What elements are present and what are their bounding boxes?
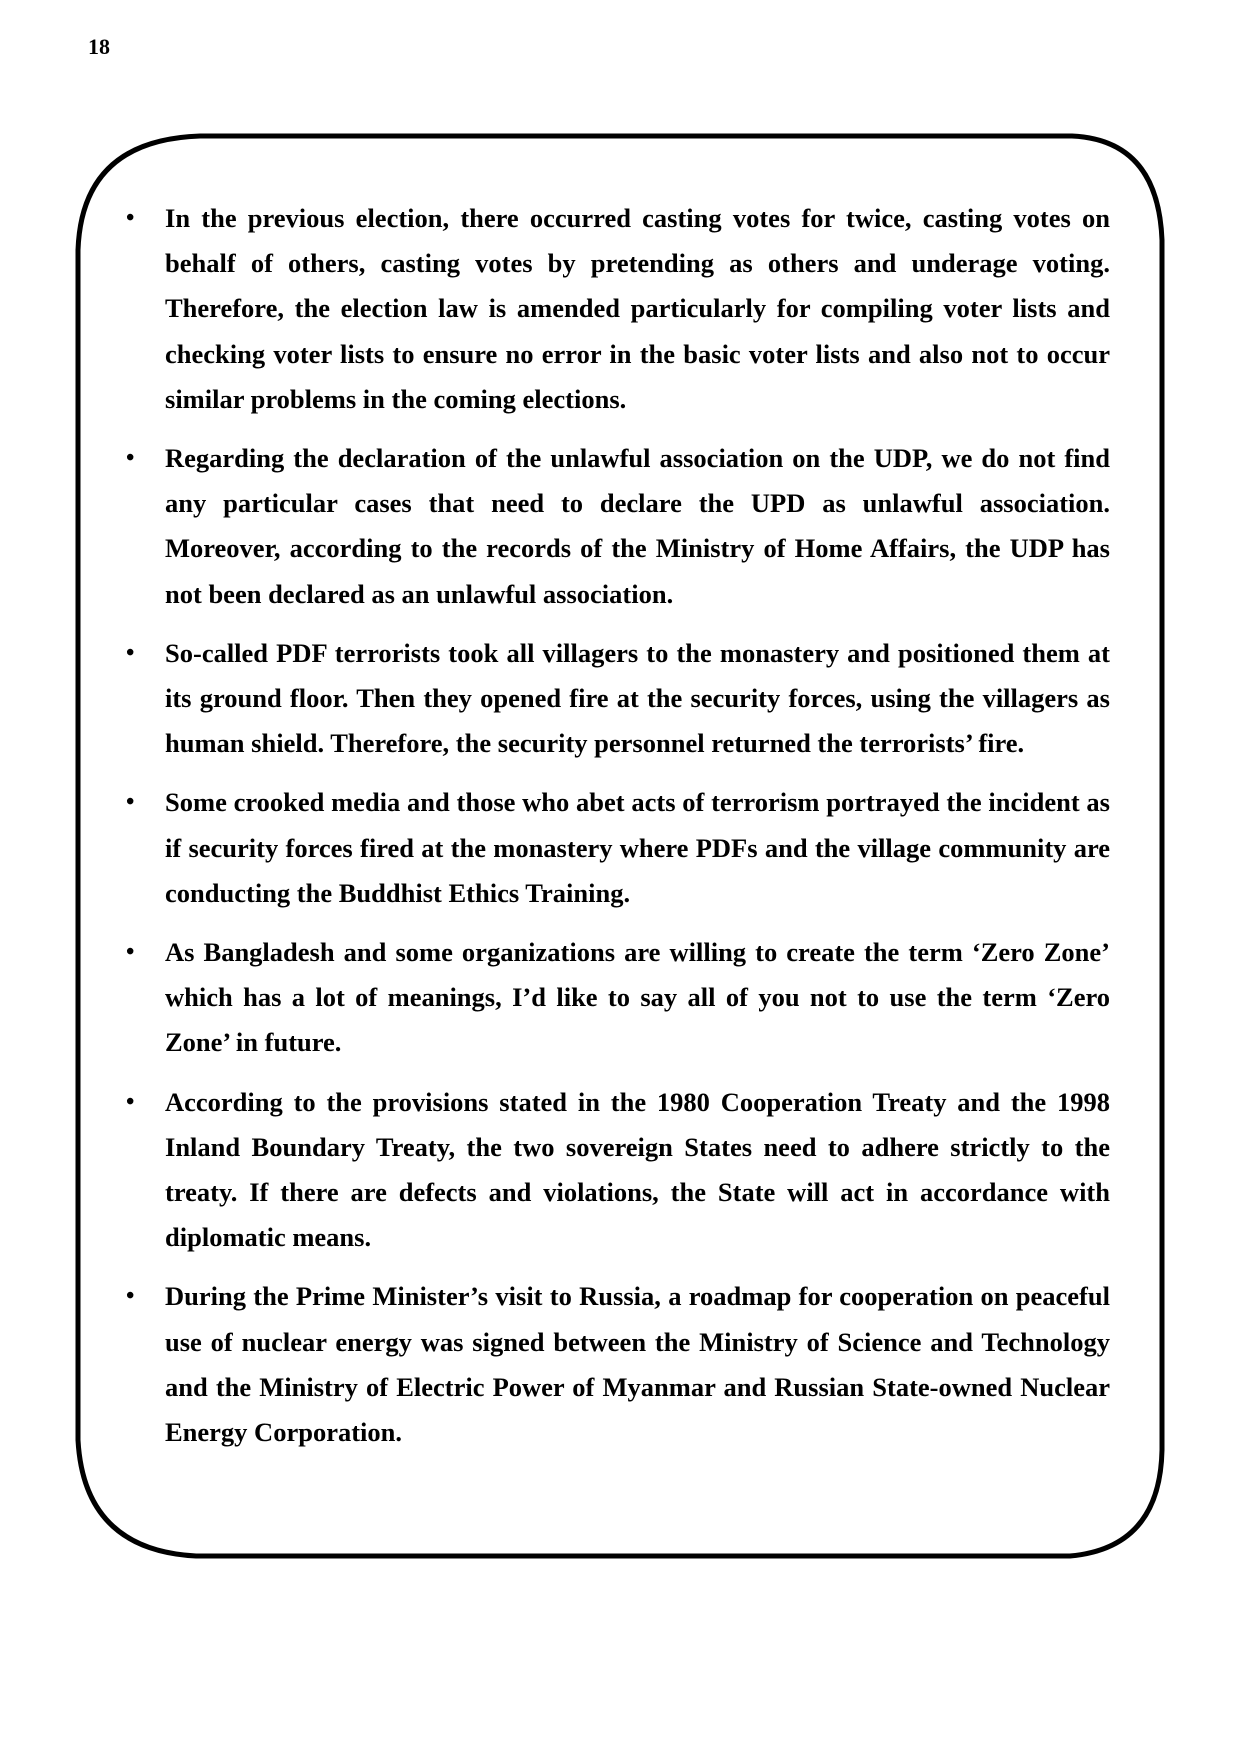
bullet-text: According to the provisions stated in the 1980 Cooperation Treaty and the 1998 Inland Boundary Treaty, the two sovereign States need to adhere strictly to the treaty. If there are defects and violations, the State will act in accordance with diplomatic means. [165,1086,1110,1253]
bullet-dot-icon: • [126,205,135,231]
page-number: 18 [88,34,110,59]
bullet-dot-icon: • [126,445,135,472]
bullet-text: So-called PDF terrorists took all villagers to the monastery and positioned them at its ground floor. Then they opened fire at the security forces, using the villagers as human shield. Therefore, the security personnel returned the terrorists’ fire. [165,637,1110,759]
bullet-item [120,930,1110,1066]
bullet-dot-icon: • [126,1283,135,1310]
bullet-item [120,1274,1110,1455]
bullet-list [120,196,1110,1469]
bullet-text: During the Prime Minister’s visit to Russia, a roadmap for cooperation on peaceful use of nuclear energy was signed between the Ministry of Science and Technology and the Ministry of Electric Power of Myanmar and Russian State-owned Nuclear Energy Corporation. [165,1281,1110,1448]
bullet-text: Some crooked media and those who abet acts of terrorism portrayed the incident as if security forces fired at the monastery where PDFs and the village community are conducting the Buddhist Ethics Training. [165,787,1110,908]
bullet-dot-icon: • [126,639,135,666]
bullet-dot-icon: • [126,939,135,966]
bullet-dot-icon: • [126,789,135,816]
bullet-text: Regarding the declaration of the unlawful association on the UDP, we do not find any particular cases that need to declare the UPD as unlawful association. Moreover, according to the records of the Ministry of Home Affairs, the UDP has not been declared as an unlawful association. [165,443,1110,609]
bullet-text: As Bangladesh and some organizations are willing to create the term ‘Zero Zone’ which has a lot of meanings, I’d like to say all of you not to use the term ‘Zero Zone’ in future. [165,937,1110,1058]
bullet-item [120,631,1110,767]
bullet-text: In the previous election, there occurred casting votes for twice, casting votes on behalf of others, casting votes by pretending as others and underage voting. Therefore, the election law is amended particularly for compiling voter lists and checking voter lists to ensure no error in the basic voter lists and also not to occur similar problems in the coming elections. [165,203,1110,414]
bullet-item [120,1080,1110,1261]
bullet-item [120,196,1110,422]
bullet-dot-icon: • [126,1088,135,1115]
bullet-item [120,780,1110,916]
bullet-item [120,436,1110,617]
